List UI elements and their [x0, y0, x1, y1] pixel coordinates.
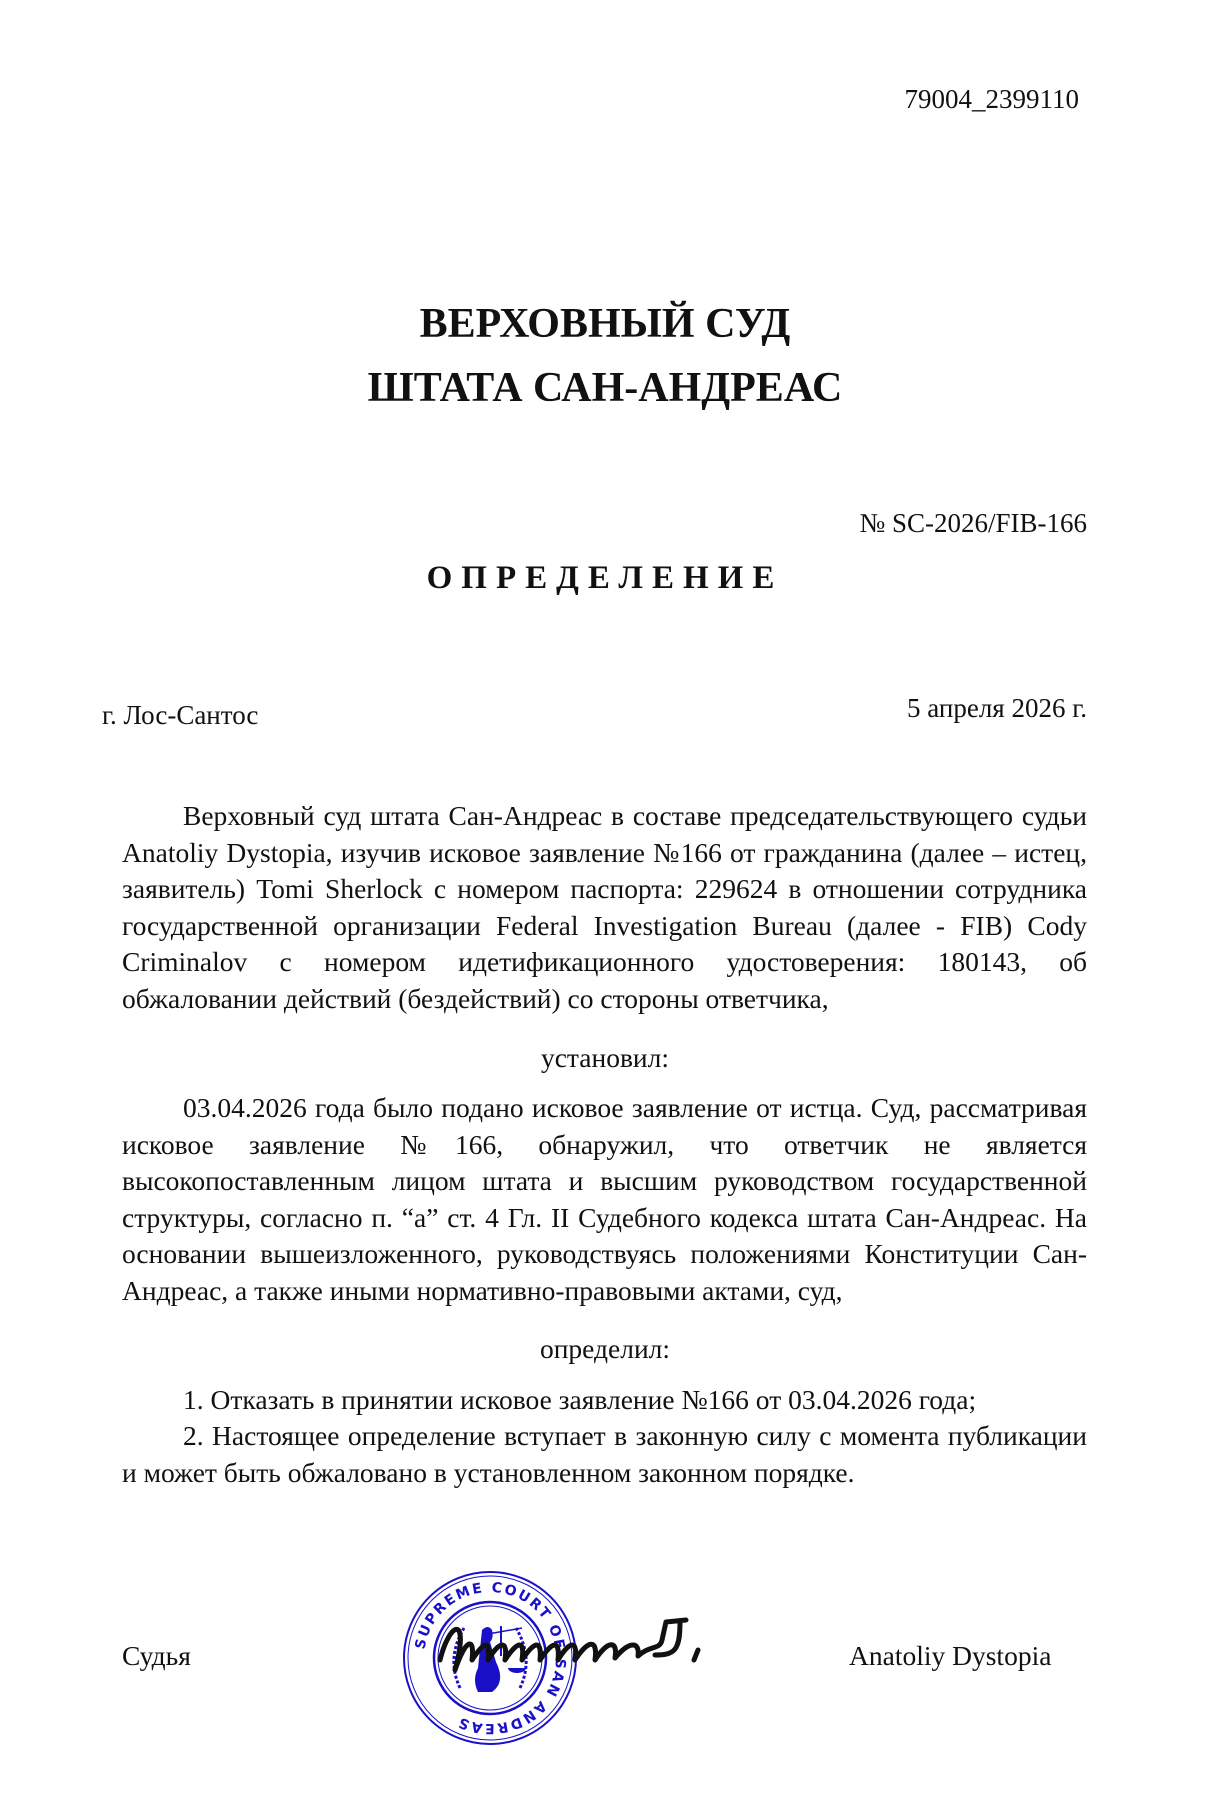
document-type: ОПРЕДЕЛЕНИЕ: [426, 560, 784, 596]
decision-item-2: 2. Настоящее определение вступает в законную силу с момента публикации и может быть обжаловано в установленном законном порядке.: [122, 1420, 1087, 1488]
established-heading: установил:: [540, 1042, 670, 1073]
judge-name: Anatoliy Dystopia: [849, 1640, 1052, 1671]
judge-label: Судья: [122, 1640, 191, 1671]
intro-paragraph: Верховный суд штата Сан-Андреас в составе председательствующего судьи Anatoliy Dystopia, изучив исковое заявление №166 от гражданина (далее – истец, заявитель) Tomi Sherlock с номером паспорта: 229624 в отношении сотрудника государственной организации Federal Investigation Bureau (далее - FIB) Cody Criminalov с номером идетификационного удостоверения: 180143, об обжаловании действий (бездействий) со стороны ответчика,: [122, 800, 1087, 1014]
court-title-line1: ВЕРХОВНЫЙ СУД: [419, 301, 791, 347]
judge-signature-icon: [430, 1600, 810, 1710]
city: г. Лос-Сантос: [102, 700, 259, 730]
seal-text: SUPREME COURT OF SAN ANDREAS: [412, 1579, 569, 1737]
date: 5 апреля 2026 г.: [907, 693, 1087, 723]
document-id: 79004_2399110: [904, 84, 1079, 114]
decided-heading: определил:: [539, 1333, 671, 1364]
decision-item-1: 1. Отказать в принятии исковое заявление №166 от 03.04.2026 года;: [183, 1384, 977, 1415]
established-paragraph: 03.04.2026 года было подано исковое заявление от истца. Суд, рассматривая исковое заявление №166, обнаружил, что ответчик не является высокопоставленным лицом штата и высшим руководством государственной структуры, согласно п. “а” ст. 4 Гл. II Судебного кодекса штата Сан-Андреас. На основании вышеизложенного, руководствуясь положениями Конституции Сан-Андреас, а также иными нормативно-правовыми актами, суд,: [122, 1092, 1087, 1306]
case-number: № SC-2026/FIB-166: [859, 508, 1087, 538]
court-title-line2: ШТАТА САН-АНДРЕАС: [367, 365, 843, 411]
